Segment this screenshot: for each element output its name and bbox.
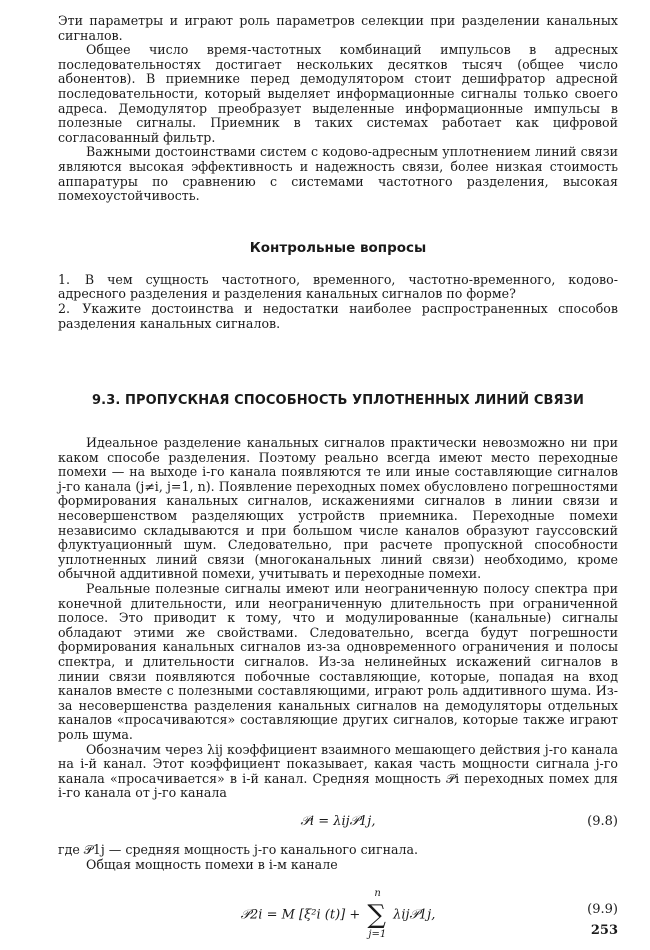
sum-lower-limit: j=1 (368, 929, 387, 941)
section-heading: 9.3. ПРОПУСКНАЯ СПОСОБНОСТЬ УПЛОТНЕННЫХ ЛИНИЙ СВЯЗИ (92, 393, 584, 409)
equation-left: 𝒫2i = M [ξ²i (t)] + (240, 907, 361, 923)
equation-number: (9.9) (587, 902, 618, 918)
sum-upper-limit: n (374, 888, 381, 900)
paragraph: Эти параметры и играют роль параметров селекции при разделении канальных сигналов. (58, 13, 618, 43)
equation-9-8 (58, 807, 618, 837)
sigma-icon: ∑ (367, 900, 386, 931)
list-item-number: 2. (58, 300, 71, 316)
equation-9-9 (58, 882, 618, 944)
page-content (58, 14, 618, 950)
list-item (58, 302, 618, 331)
equation-number: (9.8) (587, 813, 618, 829)
questions-list (58, 273, 618, 331)
list-item-text: В чем сущность частотного, временного, частотно-временного, кодово-адресного разделения и разделения канальных сигналов по форме? (58, 271, 618, 302)
paragraph: Общая мощность помехи в i-м канале (86, 856, 338, 872)
paragraph: где 𝒫1j — средняя мощность j-го канального сигнала. (58, 841, 419, 857)
questions-heading: Контрольные вопросы (249, 239, 427, 256)
paragraph: Идеальное разделение канальных сигналов практически невозможно ни при каком способе разделения. Поэтому реально всегда имеют место переходные помехи — на выходе i-го канала появляются те или иные составляющие сигналов j-го канала (j≠i, j=1, n). Появление переходных помех обусловлено погрешностями формирования канальных сигналов, искажениями сигналов в линии связи и несовершенством разделяющих устройств приемника. Переходные помехи независимо складываются и при большом числе каналов образуют гауссовский флуктуационный шум. Следовательно, при расчете пропускной способности уплотненных линий связи (многоканальных линий связи) необходимо, кроме обычной аддитивной помехи, учитывать и переходные помехи. (58, 435, 618, 582)
list-item (58, 273, 618, 302)
summation (367, 888, 387, 941)
list-item-number: 1. (58, 271, 71, 287)
equation-right: λij𝒫1j, (393, 907, 436, 923)
paragraph: Реальные полезные сигналы имеют или неограниченную полосу спектра при конечной длительности, или неограниченную длительность при ограниченной полосе. Это приводит к тому, что и модулированные (канальные) сигналы обладают этими же свойствами. Следовательно, всегда будут погрешности формирования канальных сигналов из-за одновременного ограничения и полосы спектра, и длительности сигналов. Из-за нелинейных искажений сигналов в линии связи появляются побочные составляющие, которые, попадая на вход каналов вместе с полезными составляющими, играют роль аддитивного шума. Из-за несовершенства разделения канальных сигналов на демодуляторы отдельных каналов «просачиваются» составляющие других сигналов, которые также играют роль шума. (58, 581, 618, 742)
equation-expression: 𝒫i = λij𝒫1j, (300, 813, 376, 829)
page-number: 253 (590, 923, 618, 938)
list-item-text: Укажите достоинства и недостатки наиболее распространенных способов разделения канальных сигналов. (58, 300, 618, 331)
paragraph: Общее число время-частотных комбинаций импульсов в адресных последовательностях достигает нескольких десятков тысяч (общее число абонентов). В приемнике перед демодулятором стоит дешифратор адресной последовательности, который выделяет информационные сигналы только своего адреса. Демодулятор преобразует выделенные информационные импульсы в полезные сигналы. Приемник в таких системах работает как цифровой согласованный фильтр. (58, 42, 618, 145)
paragraph: Обозначим через λij коэффициент взаимного мешающего действия j-го канала на i-й канал. Этот коэффициент показывает, какая часть мощности сигнала j-го канала «просачивается» в i-й канал. Средняя мощность 𝒫i переходных помех для i-го канала от j-го канала (58, 741, 618, 801)
paragraph: Важными достоинствами систем с кодово-адресным уплотнением линий связи являются высокая эффективность и надежность связи, более низкая стоимость аппаратуры по сравнению с системами частотного разделения, высокая помехоустойчивость. (58, 144, 618, 204)
